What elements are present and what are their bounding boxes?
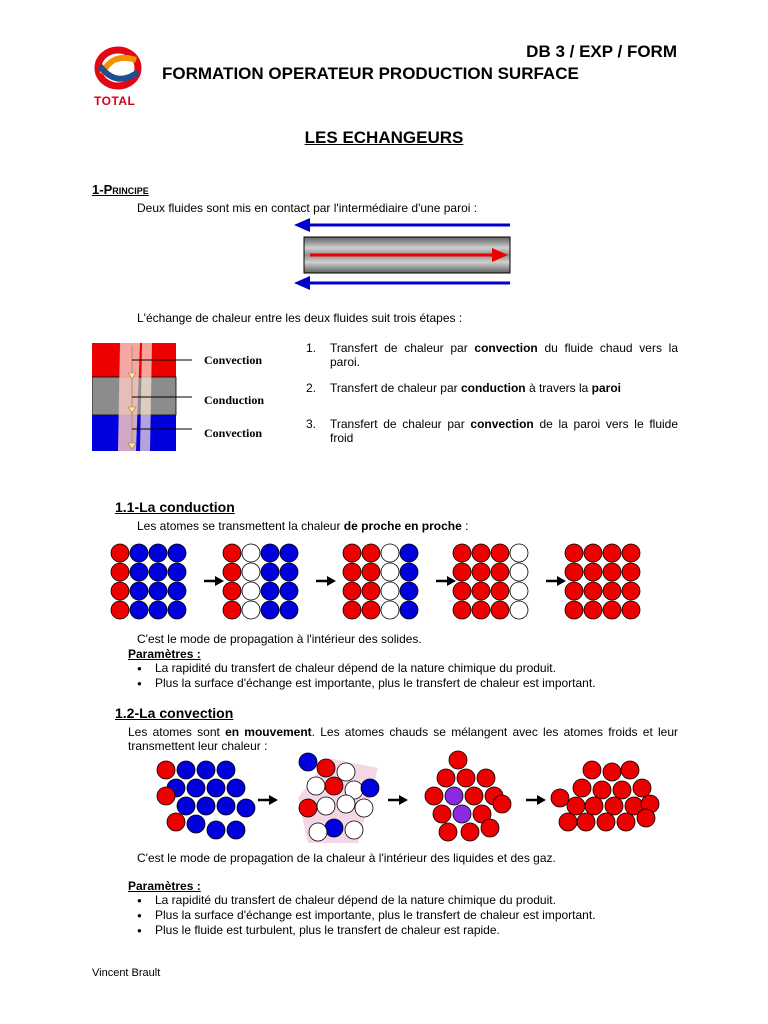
atom [617, 813, 635, 831]
atom [149, 582, 167, 600]
label-convection-hot: Convection [204, 353, 262, 367]
atom [453, 563, 471, 581]
atom [400, 544, 418, 562]
atom [307, 777, 325, 795]
atom [493, 795, 511, 813]
atom [261, 582, 279, 600]
arrowhead-icon [215, 576, 224, 586]
atom [343, 544, 361, 562]
heat-transfer-steps [306, 341, 678, 445]
step-item: 1. Transfert de chaleur par convection du fluide chaud vers la paroi. [306, 341, 678, 369]
conduction-params-label: Paramètres : [128, 647, 201, 661]
atom [510, 582, 528, 600]
atom [317, 759, 335, 777]
atom [567, 797, 585, 815]
atom [584, 601, 602, 619]
atom [453, 601, 471, 619]
atom [491, 582, 509, 600]
atom [453, 582, 471, 600]
atom [130, 582, 148, 600]
atom [111, 582, 129, 600]
atom [437, 769, 455, 787]
atom [491, 544, 509, 562]
atom [633, 779, 651, 797]
atom [197, 797, 215, 815]
atom [149, 544, 167, 562]
atom [280, 563, 298, 581]
atom [613, 781, 631, 799]
convection-atoms-diagram [148, 748, 668, 848]
atom [491, 601, 509, 619]
atom [381, 544, 399, 562]
atom [355, 799, 373, 817]
atom [439, 823, 457, 841]
atom [472, 563, 490, 581]
list-item: ● Plus le fluide est turbulent, plus le transfert de chaleur est rapide. [131, 923, 596, 938]
step-item: 2. Transfert de chaleur par conduction à travers la paroi [306, 381, 621, 395]
atom [622, 563, 640, 581]
atom [130, 544, 148, 562]
atom [472, 601, 490, 619]
atom [445, 787, 463, 805]
atom [603, 563, 621, 581]
atom [149, 601, 167, 619]
atom [477, 769, 495, 787]
atom [325, 819, 343, 837]
atom [242, 563, 260, 581]
atom [565, 582, 583, 600]
atom [433, 805, 451, 823]
atom [280, 582, 298, 600]
atom [343, 601, 361, 619]
atom [343, 563, 361, 581]
atom [565, 601, 583, 619]
arrowhead-icon [327, 576, 336, 586]
pipe-diagram [286, 215, 518, 293]
arrowhead-icon [537, 795, 546, 805]
atom [309, 823, 327, 841]
atom [280, 601, 298, 619]
atom [593, 781, 611, 799]
atom [583, 761, 601, 779]
atom [603, 601, 621, 619]
atom [261, 563, 279, 581]
label-conduction: Conduction [204, 393, 265, 407]
atom [299, 799, 317, 817]
atom [223, 563, 241, 581]
atom [400, 563, 418, 581]
atom [465, 787, 483, 805]
atom [381, 582, 399, 600]
atom [130, 563, 148, 581]
conduction-intro: Les atomes se transmettent la chaleur de proche en proche : [137, 519, 469, 533]
atom [217, 761, 235, 779]
conduction-heading: 1.1-La conduction [115, 499, 235, 515]
atom [400, 601, 418, 619]
atom [425, 787, 443, 805]
atom [227, 779, 245, 797]
convection-note: C'est le mode de propagation de la chaleur à l'intérieur des liquides et des gaz. [137, 851, 556, 865]
atom [187, 815, 205, 833]
atom [207, 779, 225, 797]
atom [223, 601, 241, 619]
list-item: ● Plus la surface d'échange est importante, plus le transfert de chaleur est important. [131, 676, 596, 691]
heat-layers-diagram [92, 343, 192, 451]
atom [217, 797, 235, 815]
atom [362, 601, 380, 619]
atom [337, 795, 355, 813]
atom [603, 544, 621, 562]
atom [111, 544, 129, 562]
atom [345, 821, 363, 839]
blue-arrow-top-icon [294, 218, 310, 232]
footer-author: Vincent Brault [92, 967, 161, 979]
atom [299, 753, 317, 771]
atom [168, 582, 186, 600]
atom [622, 544, 640, 562]
atom [381, 563, 399, 581]
atom [130, 601, 148, 619]
atom [584, 563, 602, 581]
atom [325, 777, 343, 795]
atom [362, 544, 380, 562]
convection-intro: Les atomes sont en mouvement. Les atomes chauds se mélangent avec les atomes froids et leur transmettent leur chaleur : [128, 725, 679, 753]
atom [605, 797, 623, 815]
label-convection-cold: Convection [204, 426, 262, 440]
atom [361, 779, 379, 797]
atom [197, 761, 215, 779]
atom [362, 582, 380, 600]
steps-intro: L'échange de chaleur entre les deux fluides suit trois étapes : [137, 311, 463, 325]
atom [453, 805, 471, 823]
arrowhead-icon [269, 795, 278, 805]
atom [207, 821, 225, 839]
atom [149, 563, 167, 581]
atom [584, 582, 602, 600]
atom [585, 797, 603, 815]
atom [280, 544, 298, 562]
atom [168, 563, 186, 581]
atom [449, 751, 467, 769]
atom [510, 601, 528, 619]
atom [457, 769, 475, 787]
document-code: DB 3 / EXP / FORM [526, 42, 677, 61]
section-principe-heading: 1-Principe [92, 182, 149, 197]
atom [317, 797, 335, 815]
atom [381, 601, 399, 619]
atom [168, 544, 186, 562]
atom [603, 763, 621, 781]
atom [481, 819, 499, 837]
step-item: 3. Transfert de chaleur par convection de la paroi vers le fluide froid [306, 417, 679, 445]
atom [187, 779, 205, 797]
arrowhead-icon [557, 576, 566, 586]
atom [261, 601, 279, 619]
atom [227, 821, 245, 839]
conduction-atoms-diagram [110, 540, 660, 622]
atom [167, 813, 185, 831]
convection-params-label: Paramètres : [128, 879, 201, 893]
atom [242, 582, 260, 600]
atom [237, 799, 255, 817]
convection-params-list [131, 893, 596, 938]
atom [242, 601, 260, 619]
convection-heading: 1.2-La convection [115, 705, 234, 721]
atom [261, 544, 279, 562]
atom [510, 544, 528, 562]
atom [637, 809, 655, 827]
atom [453, 544, 471, 562]
atom [362, 563, 380, 581]
conduction-params-list [131, 661, 596, 691]
atom [157, 761, 175, 779]
atom [584, 544, 602, 562]
atom [491, 563, 509, 581]
atom [622, 601, 640, 619]
atom [461, 823, 479, 841]
atom [168, 601, 186, 619]
atom [157, 787, 175, 805]
atom [111, 563, 129, 581]
blue-arrow-bottom-icon [294, 276, 310, 290]
atom [242, 544, 260, 562]
atom [603, 582, 621, 600]
atom [223, 544, 241, 562]
atom [472, 544, 490, 562]
document-header-title: FORMATION OPERATEUR PRODUCTION SURFACE [162, 64, 579, 83]
atom [177, 797, 195, 815]
principe-intro: Deux fluides sont mis en contact par l'intermédiaire d'une paroi : [137, 201, 478, 215]
atom [223, 582, 241, 600]
atom [573, 779, 591, 797]
atom [111, 601, 129, 619]
total-logo-icon [92, 44, 148, 94]
atom [510, 563, 528, 581]
atom [551, 789, 569, 807]
atom [177, 761, 195, 779]
atom [622, 582, 640, 600]
list-item: ● La rapidité du transfert de chaleur dépend de la nature chimique du produit. [131, 893, 596, 908]
atom [577, 813, 595, 831]
atom [343, 582, 361, 600]
atom [565, 563, 583, 581]
conduction-note: C'est le mode de propagation à l'intérieur des solides. [137, 632, 422, 646]
logo-text: TOTAL [94, 94, 136, 108]
atom [565, 544, 583, 562]
arrowhead-icon [399, 795, 408, 805]
atom [621, 761, 639, 779]
atom [337, 763, 355, 781]
page-title: LES ECHANGEURS [304, 128, 464, 147]
list-item: ● Plus la surface d'échange est importante, plus le transfert de chaleur est important. [131, 908, 596, 923]
atom [472, 582, 490, 600]
list-item: ● La rapidité du transfert de chaleur dépend de la nature chimique du produit. [131, 661, 596, 676]
atom [400, 582, 418, 600]
atom [559, 813, 577, 831]
atom [597, 813, 615, 831]
